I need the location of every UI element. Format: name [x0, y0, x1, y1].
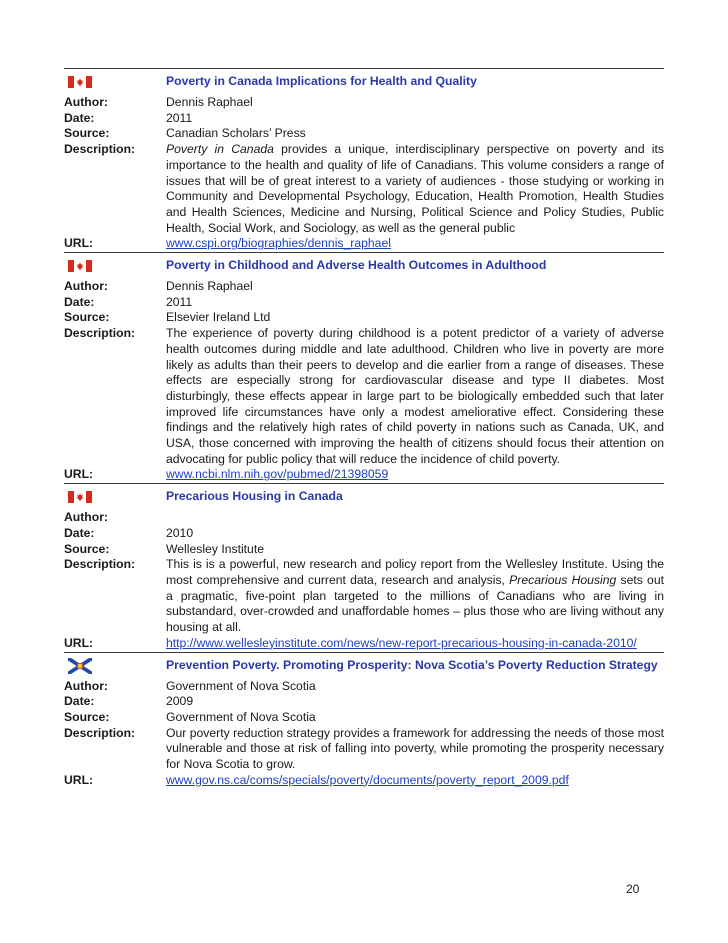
date-label: Date:	[64, 525, 95, 540]
date-value: 2011	[166, 294, 193, 309]
url-link[interactable]: www.ncbi.nlm.nih.gov/pubmed/21398059	[166, 467, 389, 482]
page-number: 20	[626, 882, 640, 896]
source-value: Elsevier Ireland Ltd	[166, 310, 271, 325]
resource-entry	[64, 483, 664, 651]
description-italic: Poverty in Canada	[166, 142, 274, 157]
url-label: URL:	[64, 772, 94, 787]
entry-title: Precarious Housing in Canada	[166, 489, 343, 504]
source-label: Source:	[64, 126, 110, 141]
canada-flag-icon	[68, 260, 92, 272]
date-label: Date:	[64, 294, 95, 309]
resource-entry	[64, 252, 664, 483]
source-value: Government of Nova Scotia	[166, 709, 316, 724]
url-label: URL:	[64, 635, 94, 650]
author-label: Author:	[64, 678, 108, 693]
entry-title: Poverty in Childhood and Adverse Health Outcomes in Adulthood	[166, 258, 547, 273]
author-label: Author:	[64, 510, 108, 525]
description-text: sets out a pragmatic, five-point plan targeted to the millions of Canadians who are living in substandard, over-crowded and unaffordable homes – plus those who are living without any housing at all.	[166, 572, 664, 635]
canada-flag-icon	[68, 491, 92, 503]
date-value: 2011	[166, 110, 193, 125]
resource-entry	[64, 652, 664, 789]
nova-scotia-flag-icon	[68, 658, 92, 674]
description-italic: Precarious Housing	[509, 572, 617, 587]
author-value: Dennis Raphael	[166, 279, 253, 294]
source-value: Wellesley Institute	[166, 541, 264, 556]
description-value	[166, 142, 664, 236]
description-label: Description:	[64, 142, 136, 157]
entry-title: Poverty in Canada Implications for Health and Quality	[166, 74, 477, 88]
description-value	[166, 557, 664, 636]
source-value: Canadian Scholars’ Press	[166, 126, 306, 141]
resource-list	[64, 68, 664, 788]
url-label: URL:	[64, 467, 94, 482]
url-label: URL:	[64, 236, 94, 251]
description-label: Description:	[64, 326, 136, 341]
description-text-pre: This is is a powerful, new research and policy report from the Wellesley Institute. Using the most comprehensive and current data, research and analysis,	[166, 557, 664, 587]
entry-title: Prevention Poverty. Promoting Prosperity: Nova Scotia’s Poverty Reduction Strategy	[166, 657, 658, 672]
source-label: Source:	[64, 541, 110, 556]
description-text: provides a unique, interdisciplinary perspective on poverty and its importance to the health and quality of life of Canadians. This volume considers a range of issues that will be of great interest to a variety of audiences - those studying or working in Community and Developmental Psychology, Education, Health Promotion, Health Studies and Health Sciences, Medicine and Nursing, Political Science and Policy Studies, Public Health, Social Work, and Sociology, as well as the general public	[166, 142, 664, 235]
author-value: Government of Nova Scotia	[166, 678, 316, 693]
description-value: Our poverty reduction strategy provides a framework for addressing the needs of those most vulnerable and those at risk of falling into poverty, while promoting the prosperity necessary for Nova Scotia to grow.	[166, 725, 664, 772]
source-label: Source:	[64, 709, 110, 724]
source-label: Source:	[64, 310, 110, 325]
description-value: The experience of poverty during childhood is a potent predictor of a variety of adverse health outcomes during middle and late adulthood. Children who live in poverty are more likely as adults than their peers to develop and die earlier from a range of diseases. These effects are especially strong for cardiovascular disease and type II diabetes. Most disturbingly, these effects appear in large part to be biologically embedded such that later improved life circumstances have only a modest ameliorative effect. Considering these findings and the relatively high rates of child poverty in nations such as Canada, UK, and USA, those concerned with improving the health of citizens should focus their attention on advocating for public policy that will reduce the incidence of child poverty.	[166, 326, 664, 466]
author-value: Dennis Raphael	[166, 95, 253, 109]
url-link[interactable]: http://www.wellesleyinstitute.com/news/new-report-precarious-housing-in-canada-2010/	[166, 635, 637, 650]
url-link[interactable]: www.gov.ns.ca/coms/specials/poverty/documents/poverty_report_2009.pdf	[166, 772, 569, 787]
resource-entry	[64, 68, 664, 252]
canada-flag-icon	[68, 76, 92, 88]
author-label: Author:	[64, 279, 108, 294]
date-label: Date:	[64, 110, 95, 125]
url-link[interactable]: www.cspi.org/biographies/dennis_raphael	[166, 236, 391, 251]
date-value: 2009	[166, 694, 194, 709]
date-value: 2010	[166, 525, 194, 540]
description-label: Description:	[64, 557, 136, 572]
description-label: Description:	[64, 725, 136, 740]
author-label: Author:	[64, 95, 108, 109]
date-label: Date:	[64, 694, 95, 709]
